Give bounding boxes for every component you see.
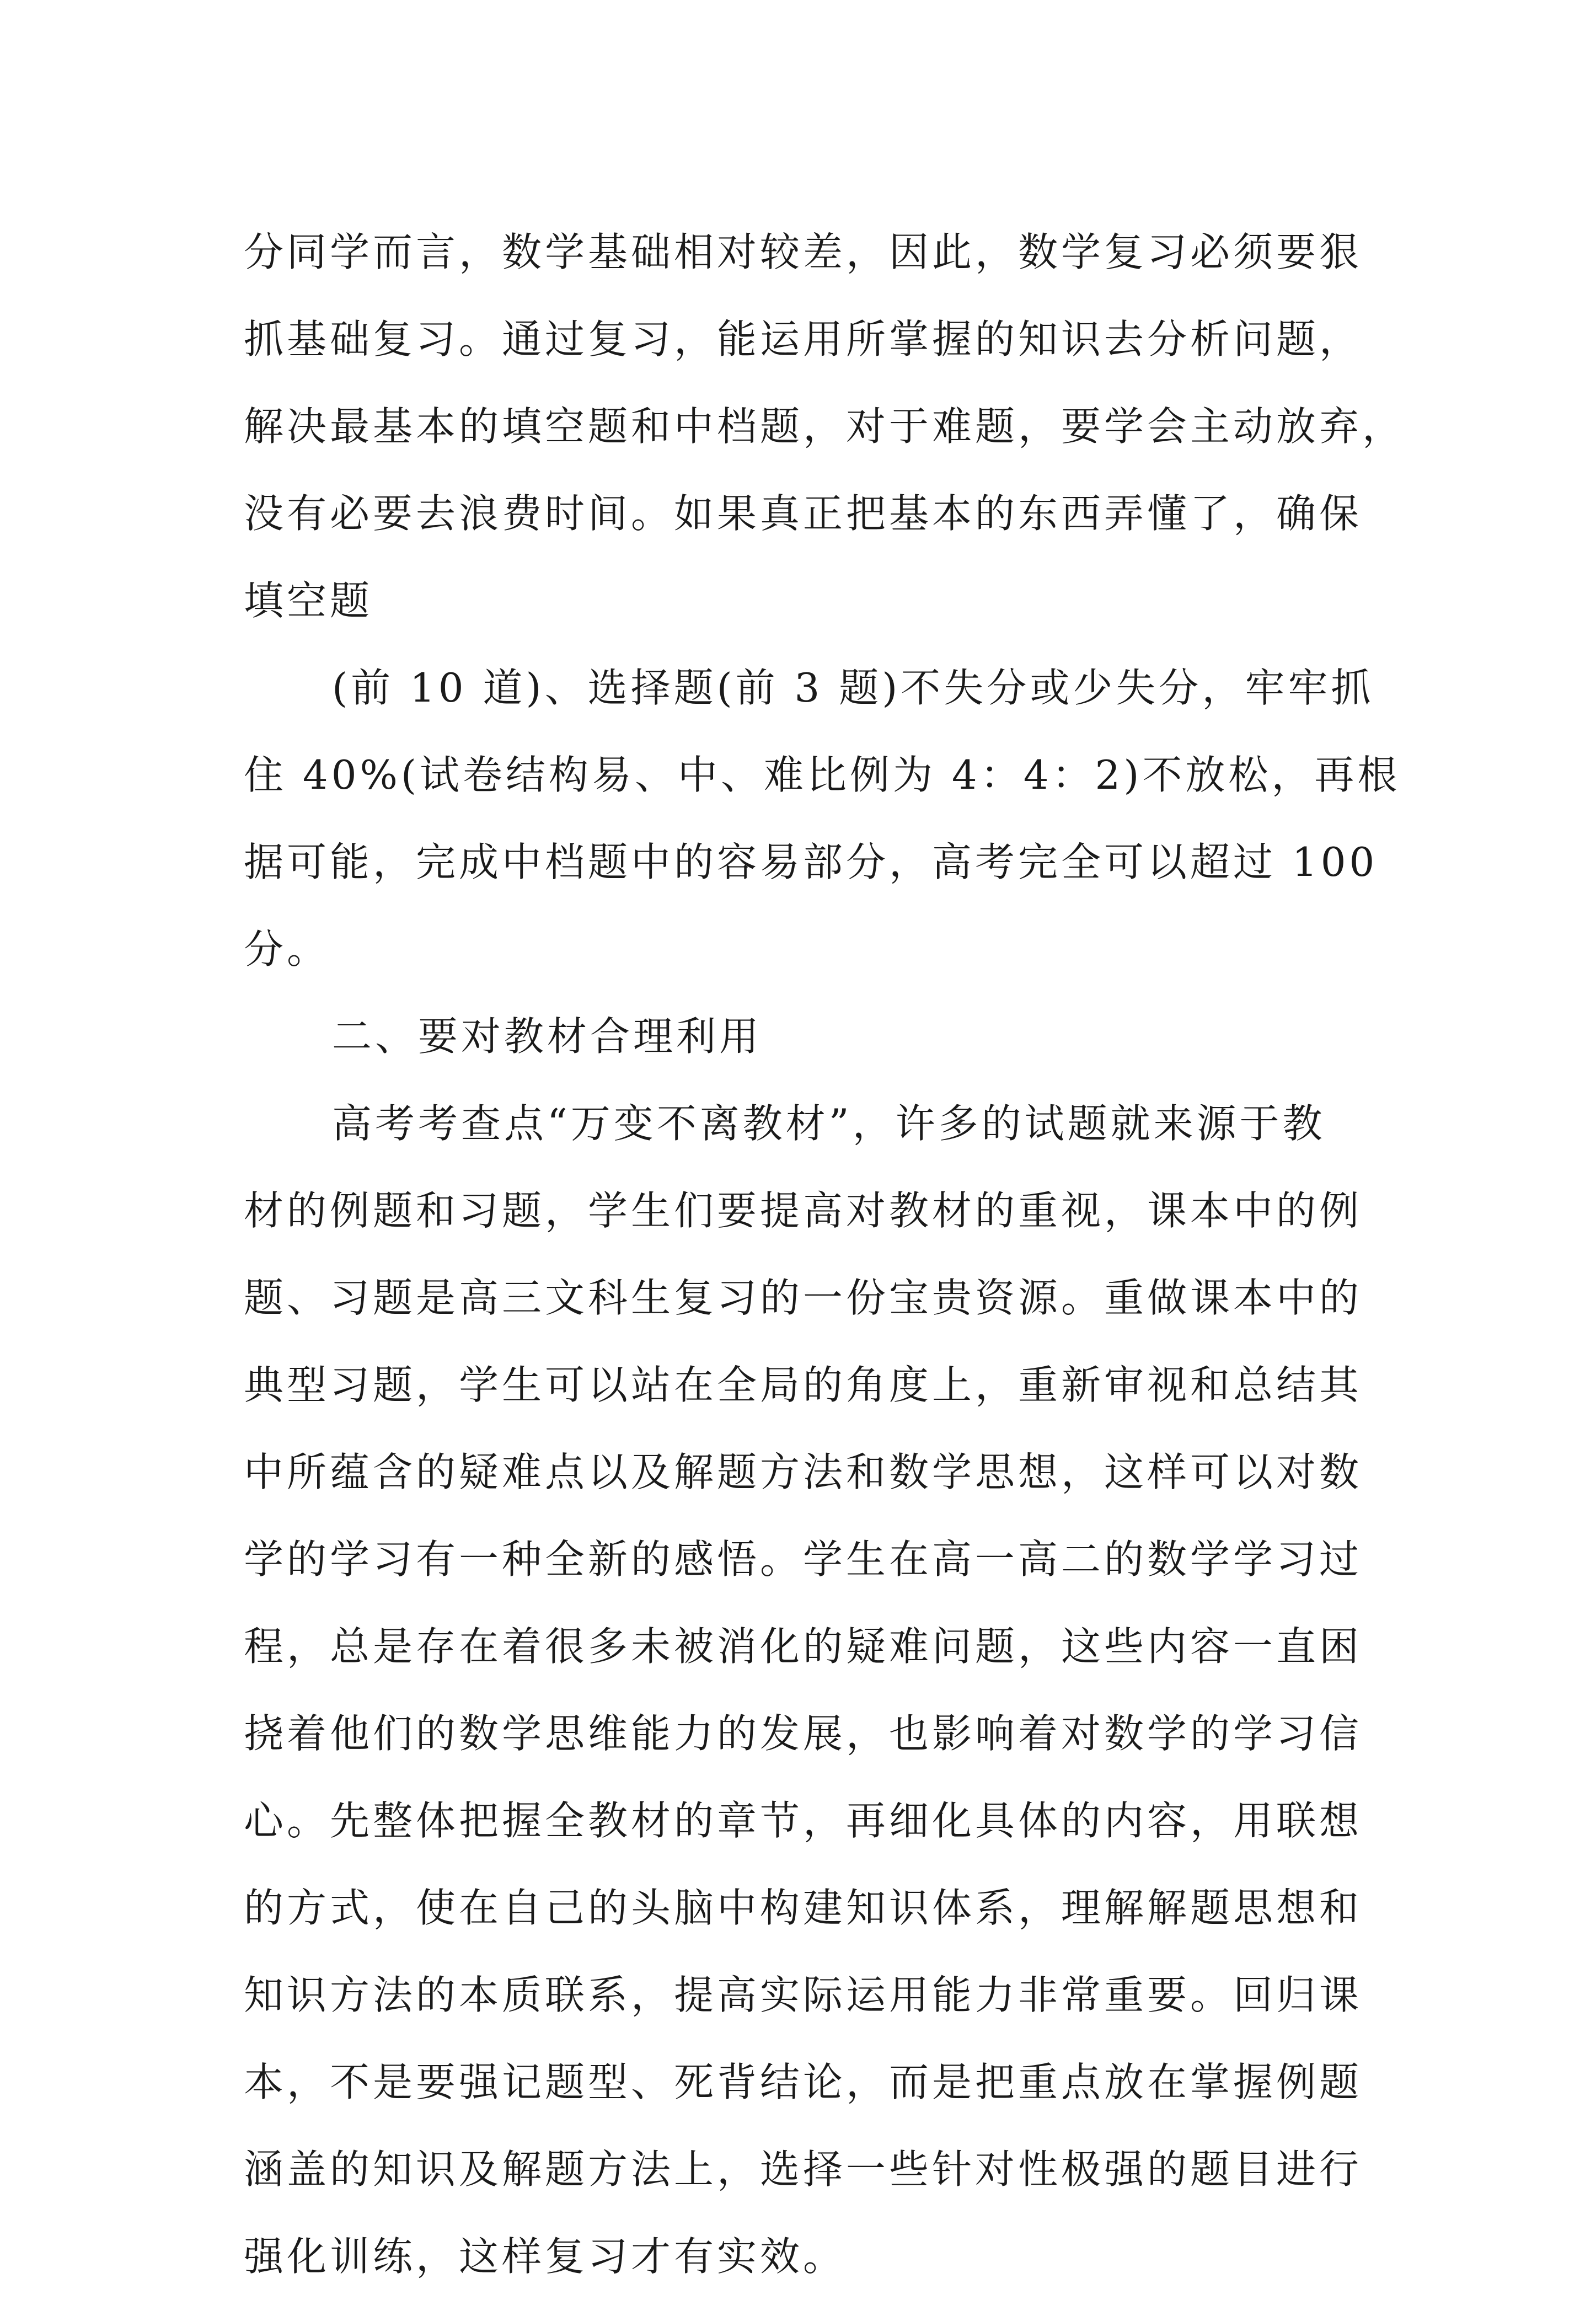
text-line: 据可能，完成中档题中的容易部分，高考完全可以超过 100 [244, 839, 1378, 885]
text-line: 分同学而言，数学基础相对较差，因此，数学复习必须要狠 [244, 229, 1363, 275]
text-line: 材的例题和习题，学生们要提高对教材的重视，课本中的例 [244, 1188, 1363, 1234]
text-line: 心。先整体把握全教材的章节，再细化具体的内容，用联想 [244, 1798, 1363, 1844]
text-line: 知识方法的本质联系，提高实际运用能力非常重要。回归课 [244, 1972, 1363, 2018]
text-line: 学的学习有一种全新的感悟。学生在高一高二的数学学习过 [244, 1536, 1363, 1582]
text-line: 程，总是存在着很多未被消化的疑难问题，这些内容一直困 [244, 1623, 1363, 1670]
body-text [244, 208, 1406, 2300]
text-line: 的方式，使在自己的头脑中构建知识体系，理解解题思想和 [244, 1885, 1363, 1931]
text-line: (前 10 道)、选择题(前 3 题)不失分或少失分，牢牢抓 [332, 665, 1374, 711]
text-line: 住 40%(试卷结构易、中、难比例为 4：4：2)不放松，再根 [244, 752, 1401, 798]
text-line: 没有必要去浪费时间。如果真正把基本的东西弄懂了，确保 [244, 490, 1363, 537]
text-line: 典型习题，学生可以站在全局的角度上，重新审视和总结其 [244, 1362, 1363, 1408]
text-line: 题、习题是高三文科生复习的一份宝贵资源。重做课本中的 [244, 1275, 1363, 1321]
text-line: 分。 [244, 926, 330, 972]
text-line: 解决最基本的填空题和中档题，对于难题，要学会主动放弃， [244, 403, 1406, 450]
text-line: 填空题 [244, 577, 373, 624]
text-line: 挠着他们的数学思维能力的发展，也影响着对数学的学习信 [244, 1710, 1363, 1757]
text-line: 强化训练，这样复习才有实效。 [244, 2233, 847, 2280]
text-line: 涵盖的知识及解题方法上，选择一些针对性极强的题目进行 [244, 2146, 1363, 2192]
text-line: 高考考查点“万变不离教材”，许多的试题就来源于教 [332, 1100, 1326, 1147]
section-heading: 二、要对教材合理利用 [332, 1013, 763, 1060]
text-line: 抓基础复习。通过复习，能运用所掌握的知识去分析问题， [244, 316, 1363, 362]
text-line: 本，不是要强记题型、死背结论，而是把重点放在掌握例题 [244, 2059, 1363, 2105]
text-line: 中所蕴含的疑难点以及解题方法和数学思想，这样可以对数 [244, 1449, 1363, 1495]
